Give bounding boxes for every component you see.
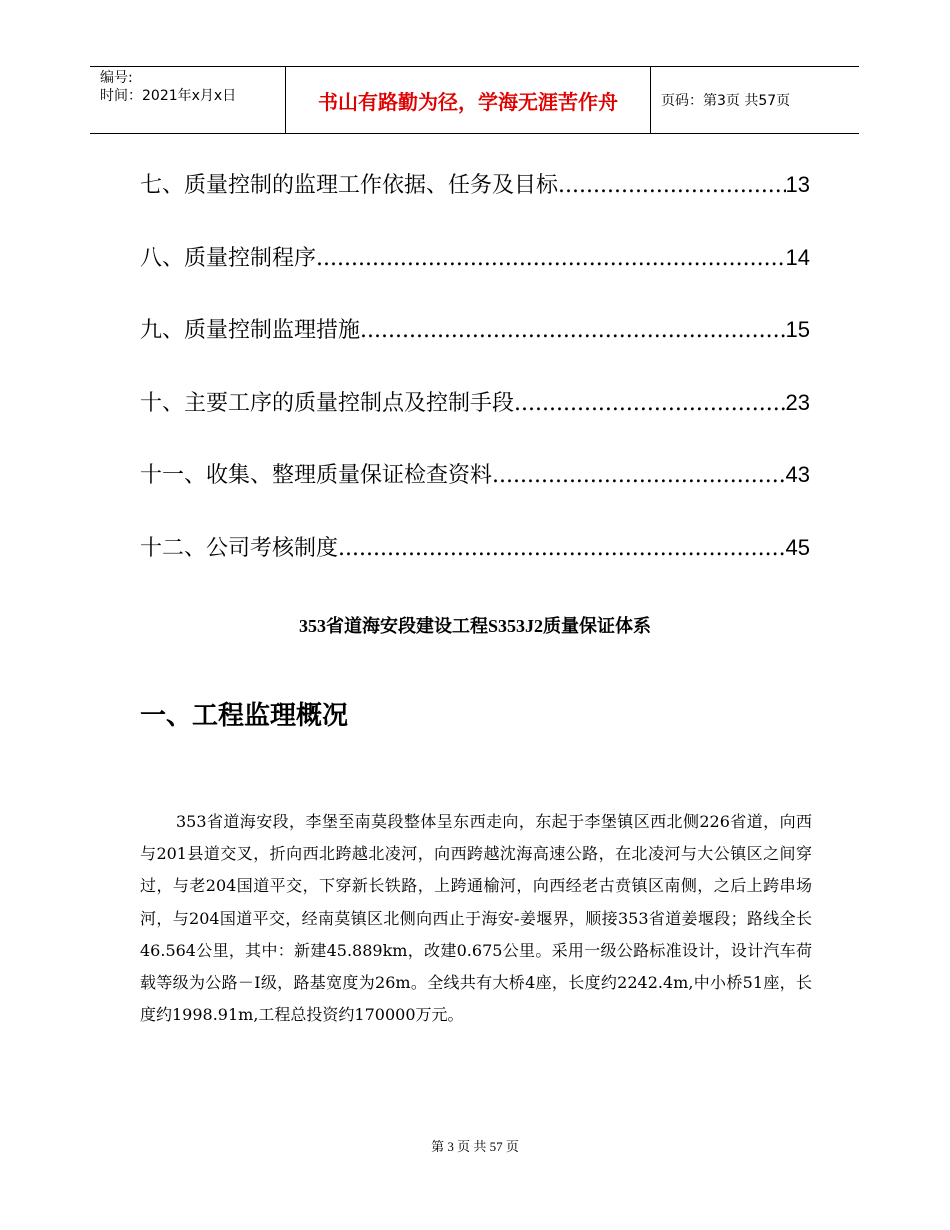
page-footer: 第 3 页 共 57 页	[431, 1139, 519, 1154]
toc-entry-title: 十一、收集、整理质量保证检查资料	[140, 463, 493, 488]
toc-entry-page: 13	[785, 172, 810, 197]
toc-entry-title: 十、主要工序的质量控制点及控制手段	[140, 390, 515, 416]
toc-leader-dots	[338, 536, 786, 561]
header-meta	[90, 67, 286, 133]
toc-entry[interactable]	[140, 531, 810, 604]
toc-entry-page: 15	[785, 317, 810, 342]
toc-entry[interactable]	[140, 241, 810, 314]
header-page-info: 页码：第3页 共57页	[661, 93, 791, 109]
page-header	[90, 66, 859, 134]
serial-label: 编号:	[100, 70, 133, 86]
table-of-contents	[140, 168, 810, 603]
toc-entry-title: 九、质量控制监理措施	[140, 318, 361, 343]
time-label: 时间：2021年x月x日	[100, 88, 237, 104]
header-motto: 书山有路勤为径，学海无涯苦作舟	[286, 67, 651, 133]
toc-entry-title: 十二、公司考核制度	[140, 535, 339, 561]
document-title: 353省道海安段建设工程S353J2质量保证体系	[298, 616, 651, 636]
toc-leader-dots	[360, 318, 786, 343]
toc-leader-dots	[492, 463, 786, 488]
toc-entry[interactable]	[140, 313, 810, 386]
toc-leader-dots	[558, 173, 786, 198]
toc-entry[interactable]	[140, 168, 810, 241]
toc-leader-dots	[514, 391, 786, 416]
toc-leader-dots	[316, 246, 786, 271]
toc-entry-title: 七、质量控制的监理工作依据、任务及目标	[140, 173, 559, 198]
body-paragraph: 353省道海安段，李堡至南莫段整体呈东西走向，东起于李堡镇区西北侧226省道，向西与201县道交叉，折向西北跨越北凌河，向西跨越沈海高速公路，在北凌河与大公镇区之间穿过，与老204国道平交，下穿新长铁路，上跨通榆河，向西经老古贲镇区南侧，之后上跨串场河，与204国道平交，经南莫镇区北侧向西止于海安-姜堰界，顺接353省道姜堰段；路线全长46.564公里，其中：新建45.889km，改建0.675公里。采用一级公路标准设计，设计汽车荷载等级为公路－Ⅰ级，路基宽度为26m。全线共有大桥4座，长度约2242.4m,中小桥51座，长度约1998.91m,工程总投资约170000万元。	[140, 812, 812, 1025]
toc-entry-page: 45	[785, 534, 810, 560]
section-heading: 一、工程监理概况	[140, 701, 349, 731]
toc-entry[interactable]	[140, 458, 810, 531]
toc-entry-title: 八、质量控制程序	[140, 245, 317, 271]
toc-entry-page: 43	[785, 462, 810, 487]
toc-entry-page: 14	[785, 244, 810, 270]
toc-entry[interactable]	[140, 386, 810, 459]
toc-entry-page: 23	[785, 389, 810, 415]
